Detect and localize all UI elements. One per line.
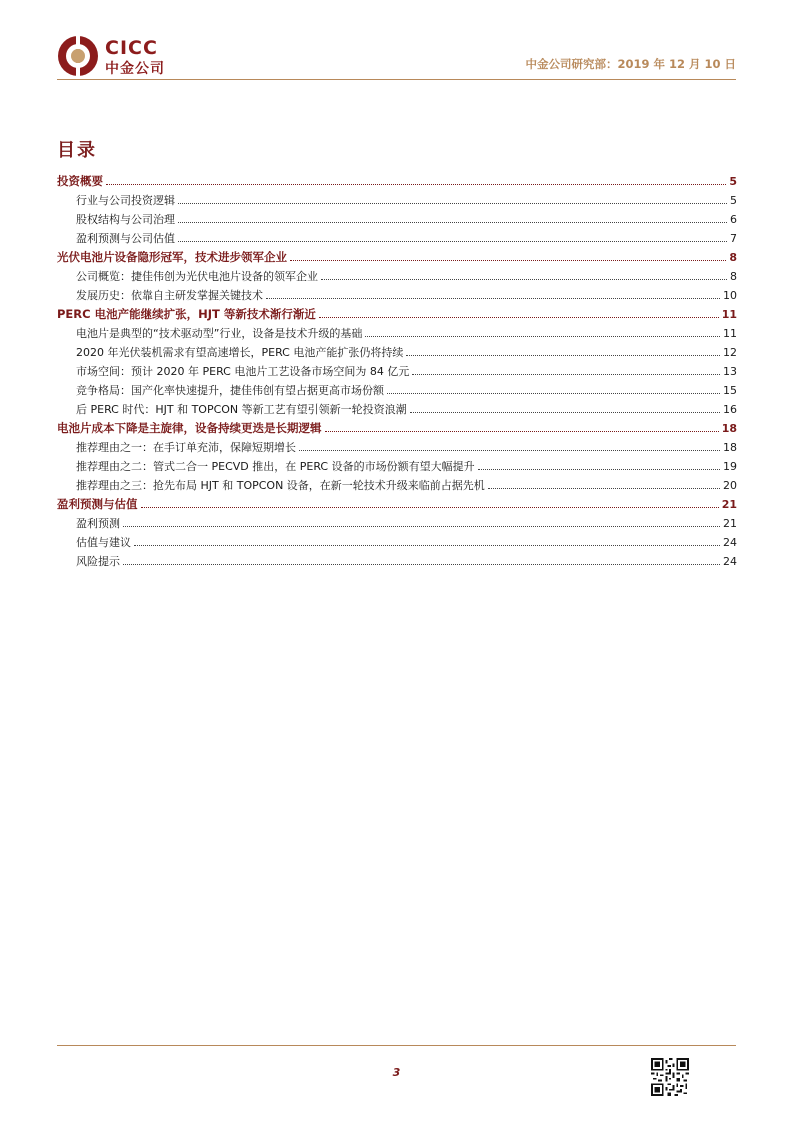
toc-entry-page-number: 12 <box>723 346 737 359</box>
page-number: 3 <box>392 1066 401 1079</box>
toc-leader-dots <box>141 507 719 508</box>
toc-entry-label: 风险提示 <box>76 555 120 568</box>
toc-leader-dots <box>319 317 719 318</box>
toc-subsection-entry[interactable] <box>57 359 737 378</box>
toc-leader-dots <box>123 564 720 565</box>
toc-entry-label: 公司概览：捷佳伟创为光伏电池片设备的领军企业 <box>76 270 318 283</box>
toc-entry-label: 市场空间：预计 2020 年 PERC 电池片工艺设备市场空间为 84 亿元 <box>76 365 410 378</box>
toc-subsection-entry[interactable] <box>57 207 737 226</box>
toc-subsection-entry[interactable] <box>57 473 737 492</box>
toc-leader-dots <box>478 469 720 470</box>
toc-entry-page-number: 6 <box>730 213 737 226</box>
logo-text-en: CICC <box>105 37 158 59</box>
toc-subsection-entry[interactable] <box>57 397 737 416</box>
toc-subsection-entry[interactable] <box>57 454 737 473</box>
toc-entry-page-number: 21 <box>723 517 737 530</box>
toc-leader-dots <box>365 336 720 337</box>
toc-section-entry[interactable] <box>57 169 737 188</box>
toc-entry-label: 推荐理由之一：在手订单充沛，保障短期增长 <box>76 441 296 454</box>
toc-entry-label: 发展历史：依靠自主研发掌握关键技术 <box>76 289 263 302</box>
toc-entry-label: 光伏电池片设备隐形冠军，技术进步领军企业 <box>57 250 287 264</box>
toc-leader-dots <box>412 374 720 375</box>
toc-subsection-entry[interactable] <box>57 378 737 397</box>
toc-leader-dots <box>410 412 720 413</box>
toc-entry-page-number: 24 <box>723 555 737 568</box>
qr-code-icon <box>651 1058 689 1096</box>
toc-subsection-entry[interactable] <box>57 264 737 283</box>
toc-subsection-entry[interactable] <box>57 530 737 549</box>
toc-leader-dots <box>299 450 720 451</box>
toc-leader-dots <box>290 260 726 261</box>
toc-entry-label: 盈利预测与公司估值 <box>76 232 175 245</box>
toc-leader-dots <box>266 298 720 299</box>
toc-leader-dots <box>178 241 727 242</box>
toc-subsection-entry[interactable] <box>57 435 737 454</box>
toc-leader-dots <box>406 355 720 356</box>
toc-section-entry[interactable] <box>57 492 737 511</box>
toc-leader-dots <box>387 393 720 394</box>
toc-entry-page-number: 11 <box>723 327 737 340</box>
toc-entry-page-number: 20 <box>723 479 737 492</box>
toc-entry-page-number: 7 <box>730 232 737 245</box>
toc-entry-page-number: 16 <box>723 403 737 416</box>
toc-entry-label: 竞争格局：国产化率快速提升，捷佳伟创有望占据更高市场份额 <box>76 384 384 397</box>
footer-divider <box>57 1045 736 1046</box>
cicc-logo <box>57 35 167 79</box>
toc-entry-label: 后 PERC 时代：HJT 和 TOPCON 等新工艺有望引领新一轮投资浪潮 <box>76 403 407 416</box>
toc-entry-label: 2020 年光伏装机需求有望高速增长，PERC 电池产能扩张仍将持续 <box>76 346 404 359</box>
toc-section-entry[interactable] <box>57 245 737 264</box>
toc-entry-page-number: 11 <box>721 308 737 321</box>
toc-section-entry[interactable] <box>57 416 737 435</box>
toc-leader-dots <box>134 545 720 546</box>
toc-entry-page-number: 19 <box>723 460 737 473</box>
toc-subsection-entry[interactable] <box>57 283 737 302</box>
toc-entry-page-number: 18 <box>721 422 737 435</box>
toc-leader-dots <box>123 526 720 527</box>
toc-subsection-entry[interactable] <box>57 549 737 568</box>
toc-entry-label: 电池片成本下降是主旋律，设备持续更迭是长期逻辑 <box>57 421 322 435</box>
toc-subsection-entry[interactable] <box>57 188 737 207</box>
toc-leader-dots <box>325 431 719 432</box>
toc-subsection-entry[interactable] <box>57 226 737 245</box>
toc-entry-page-number: 5 <box>730 194 737 207</box>
toc-entry-page-number: 18 <box>723 441 737 454</box>
toc-entry-page-number: 5 <box>729 175 737 188</box>
toc-leader-dots <box>178 222 727 223</box>
toc-leader-dots <box>178 203 727 204</box>
cicc-logo-icon <box>57 35 99 77</box>
toc-entry-label: 盈利预测 <box>76 517 120 530</box>
toc-entry-label: 行业与公司投资逻辑 <box>76 194 175 207</box>
table-of-contents <box>57 169 737 568</box>
toc-title: 目录 <box>57 140 97 161</box>
toc-section-entry[interactable] <box>57 302 737 321</box>
toc-entry-page-number: 8 <box>729 251 737 264</box>
toc-leader-dots <box>488 488 720 489</box>
toc-leader-dots <box>106 184 726 185</box>
toc-subsection-entry[interactable] <box>57 511 737 530</box>
toc-entry-page-number: 21 <box>721 498 737 511</box>
toc-entry-label: 电池片是典型的“技术驱动型”行业，设备是技术升级的基础 <box>76 327 363 340</box>
toc-entry-label: 盈利预测与估值 <box>57 497 138 511</box>
toc-entry-page-number: 8 <box>730 270 737 283</box>
toc-entry-page-number: 13 <box>723 365 737 378</box>
toc-entry-page-number: 24 <box>723 536 737 549</box>
toc-leader-dots <box>321 279 727 280</box>
toc-entry-label: 估值与建议 <box>76 536 131 549</box>
report-source-date: 中金公司研究部：2019 年 12 月 10 日 <box>525 57 736 71</box>
toc-entry-label: 推荐理由之三：抢先布局 HJT 和 TOPCON 设备，在新一轮技术升级来临前占据先机 <box>76 479 485 492</box>
toc-entry-page-number: 15 <box>723 384 737 397</box>
logo-text-cn: 中金公司 <box>105 61 165 77</box>
toc-entry-label: 投资概要 <box>57 174 103 188</box>
toc-subsection-entry[interactable] <box>57 340 737 359</box>
toc-entry-label: 推荐理由之二：管式二合一 PECVD 推出，在 PERC 设备的市场份额有望大幅提升 <box>76 460 475 473</box>
toc-subsection-entry[interactable] <box>57 321 737 340</box>
toc-entry-label: PERC 电池产能继续扩张，HJT 等新技术渐行渐近 <box>57 307 316 321</box>
toc-entry-page-number: 10 <box>723 289 737 302</box>
toc-entry-label: 股权结构与公司治理 <box>76 213 175 226</box>
header-divider <box>57 79 736 80</box>
